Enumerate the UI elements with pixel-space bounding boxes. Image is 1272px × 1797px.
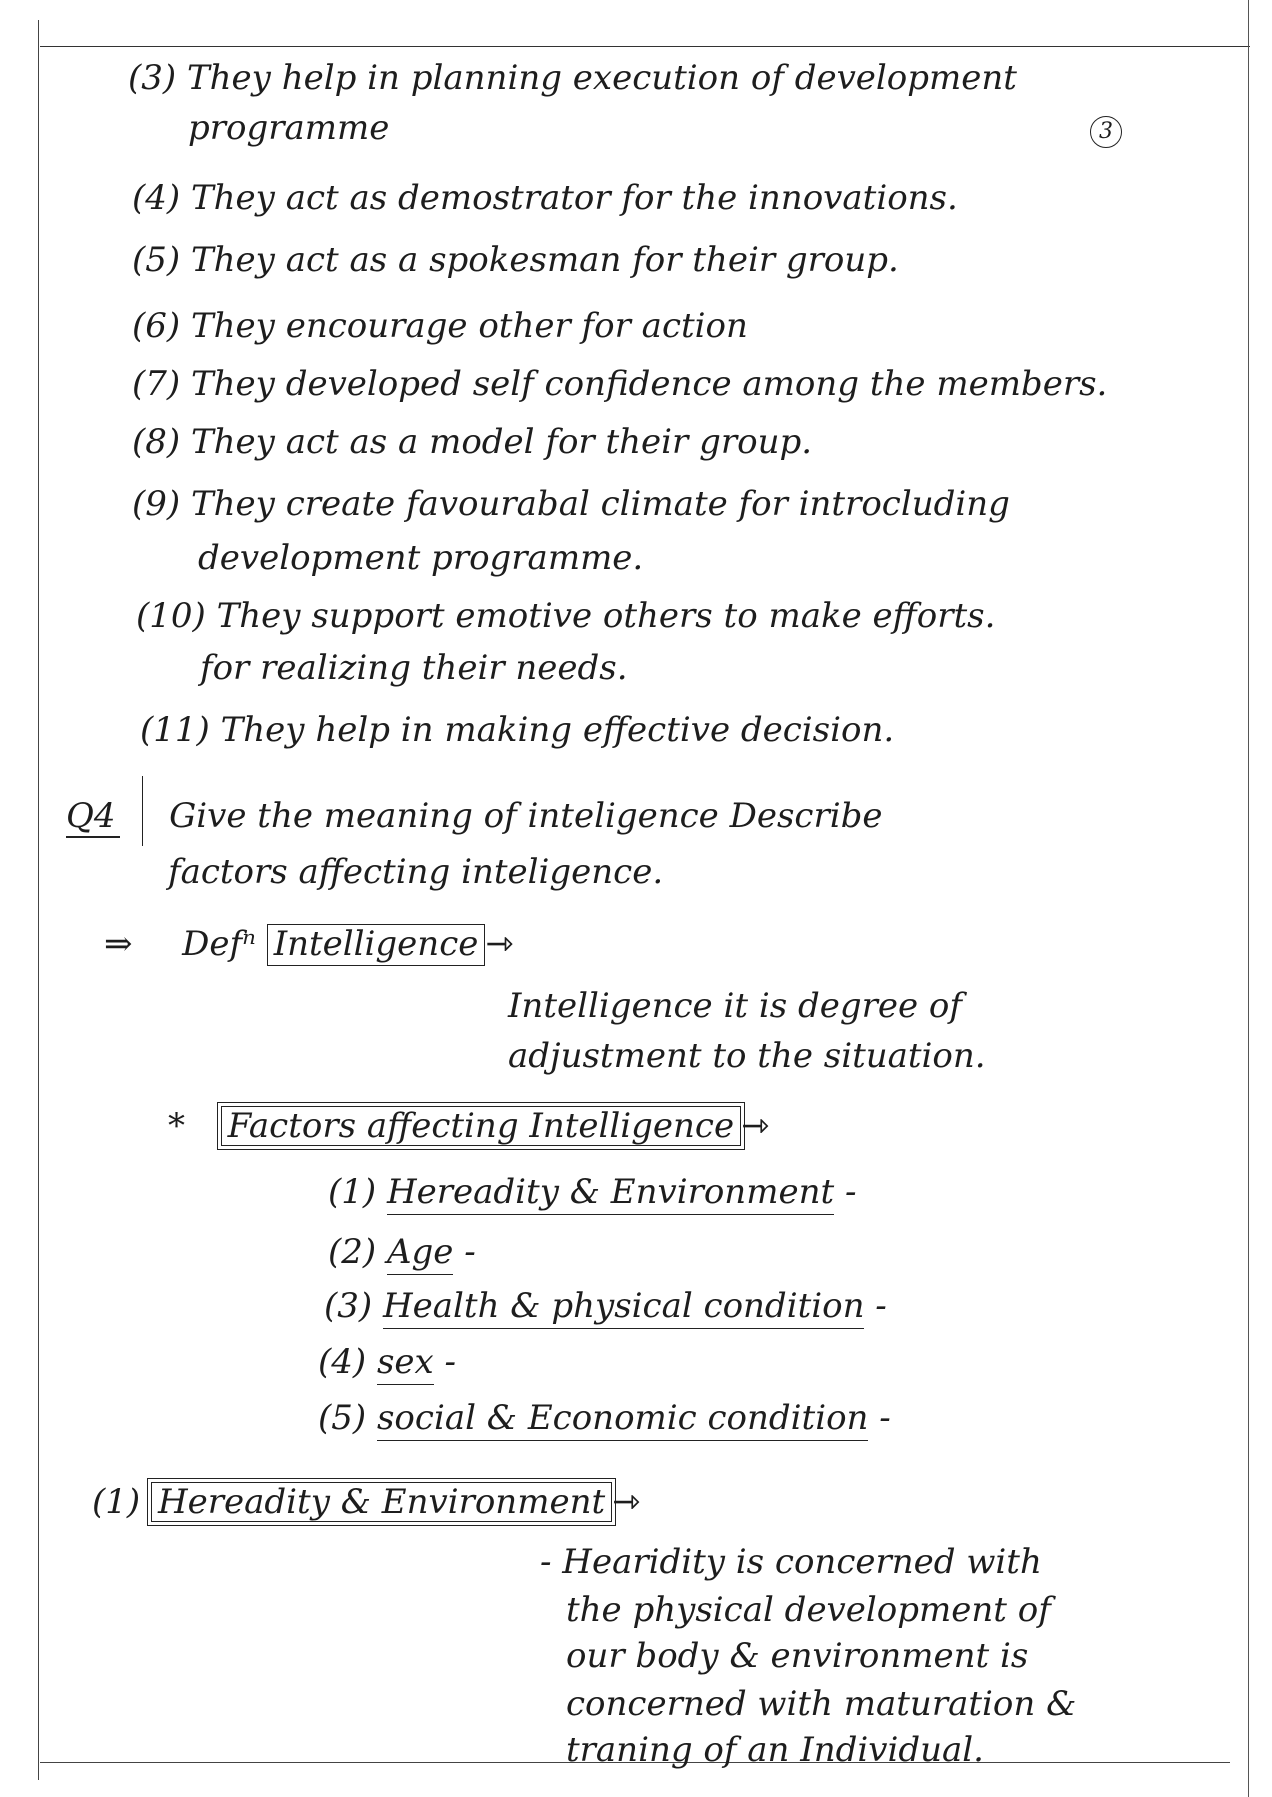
section-1-heading-text: Hereadity & Environment [151, 1482, 612, 1522]
section-1-text-line1: - Hearidity is concerned with [540, 1542, 1042, 1582]
list-item-4: (4) They act as demostrator for the innovations. [132, 178, 958, 218]
top-margin-line [40, 46, 1250, 47]
question-4 [66, 796, 882, 836]
list-item-3: (3) They help in planning execution of development [128, 58, 1017, 98]
definition-text-line2: adjustment to the situation. [508, 1036, 986, 1076]
factors-heading [168, 1106, 770, 1146]
question-text-line2: factors affecting inteligence. [168, 852, 664, 892]
section-1-arrow: ⇾ [612, 1482, 641, 1522]
definition-prefix: Defⁿ [182, 924, 256, 964]
list-item-10-continued: for realizing their needs. [200, 648, 628, 688]
section-1-text-line2: the physical development of [566, 1590, 1051, 1630]
implies-arrow: ⇒ [104, 924, 133, 964]
factor-item-1: (1) Hereadity & Environment - [328, 1172, 856, 1212]
factors-arrow: ⇾ [741, 1106, 770, 1146]
section-1-text-line4: concerned with maturation & [566, 1684, 1077, 1724]
list-item-3-continued: programme [188, 108, 390, 148]
list-item-8: (8) They act as a model for their group. [132, 422, 813, 462]
factor-item-4: (4) sex - [318, 1342, 456, 1382]
list-item-6: (6) They encourage other for action [132, 306, 748, 346]
section-1-number: (1) [92, 1482, 141, 1522]
definition-heading [104, 924, 514, 966]
list-item-11: (11) They help in making effective decision. [140, 710, 895, 750]
list-item-9: (9) They create favourabal climate for introcluding [132, 484, 1010, 524]
definition-arrow: ⇾ [485, 924, 514, 964]
question-label: Q4 [66, 796, 120, 838]
list-item-7: (7) They developed self confidence among the members. [132, 364, 1108, 404]
section-1-text-line3: our body & environment is [566, 1636, 1029, 1676]
factor-item-5: (5) social & Economic condition - [318, 1398, 891, 1438]
asterisk-bullet: * [168, 1106, 185, 1146]
list-item-9-continued: development programme. [198, 538, 644, 578]
definition-text-line1: Intelligence it is degree of [508, 986, 962, 1026]
factor-item-3: (3) Health & physical condition - [324, 1286, 887, 1326]
list-item-5: (5) They act as a spokesman for their group. [132, 240, 899, 280]
factor-item-2: (2) Age - [328, 1232, 476, 1272]
page-number: 3 [1090, 116, 1122, 148]
list-item-10: (10) They support emotive others to make efforts. [136, 596, 996, 636]
section-1-text-line5: traning of an Individual. [566, 1730, 984, 1770]
left-margin-line [38, 20, 39, 1780]
factors-heading-text: Factors affecting Intelligence [221, 1106, 741, 1146]
section-1-heading [92, 1482, 641, 1522]
question-text-line1: Give the meaning of inteligence Describe [169, 796, 883, 836]
right-margin-line [1248, 0, 1249, 1797]
definition-term: Intelligence [267, 924, 486, 966]
